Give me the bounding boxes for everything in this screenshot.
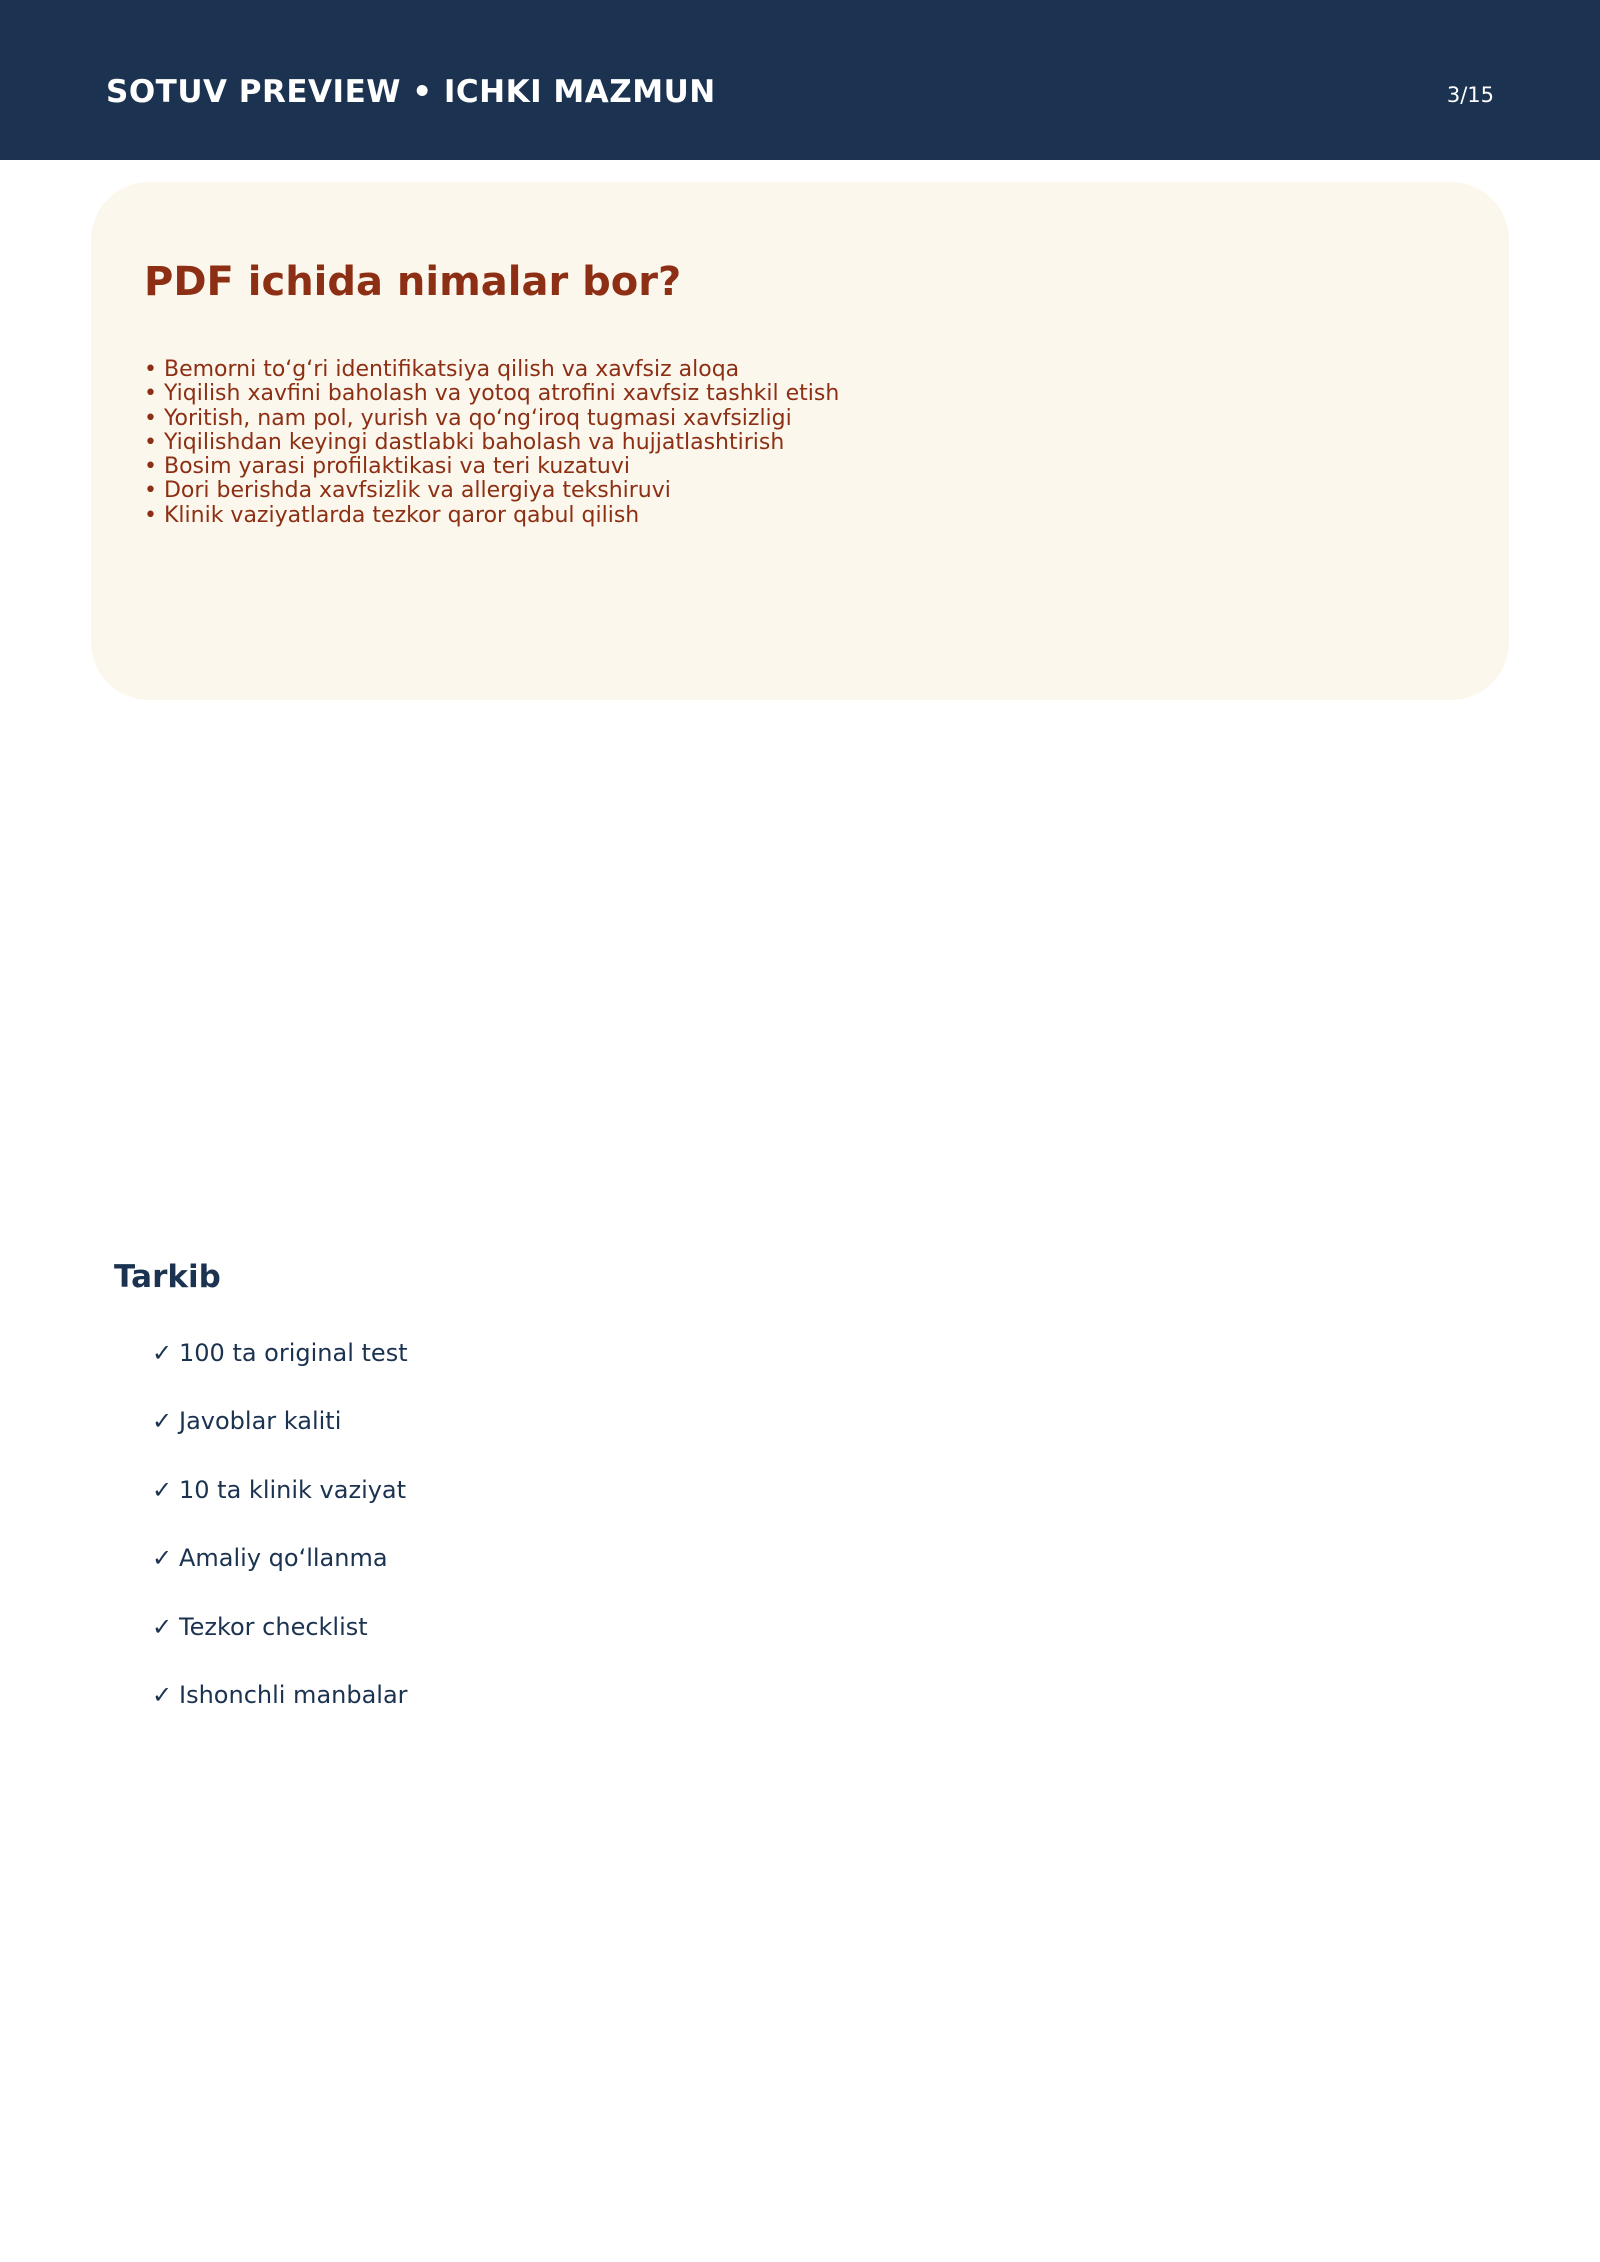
contents-item-label: Tezkor checklist [179,1612,368,1641]
contents-item-label: Amaliy qo‘llanma [179,1544,388,1573]
contents-item-label: 100 ta original test [179,1339,408,1367]
page-header [0,0,1600,160]
card-topic-item: • Bosim yarasi profilaktikasi va teri kuzatuvi [144,455,839,479]
contents-list-item [152,1678,408,1712]
check-icon: ✓ [152,1475,173,1504]
contents-preview-card [91,182,1509,700]
contents-section-title: Tarkib [114,1259,221,1295]
contents-list-item [152,1473,408,1507]
contents-item-label: Javoblar kaliti [179,1407,342,1436]
check-icon: ✓ [152,1612,173,1641]
contents-item-label: 10 ta klinik vaziyat [179,1475,407,1504]
card-topic-item: • Klinik vaziyatlarda tezkor qaror qabul qilish [144,504,839,528]
check-icon: ✓ [152,1544,173,1573]
card-topic-item: • Bemorni to‘g‘ri identifikatsiya qilish va xavfsiz aloqa [144,358,839,382]
contents-list-item [152,1541,408,1575]
card-topic-list [144,358,839,528]
contents-item-label: Ishonchli manbalar [179,1680,408,1709]
header-title: SOTUV PREVIEW • ICHKI MAZMUN [106,74,716,110]
contents-list-item [152,1610,408,1644]
check-icon: ✓ [152,1339,173,1367]
card-topic-item: • Yoritish, nam pol, yurish va qo‘ng‘iroq tugmasi xavfsizligi [144,407,839,431]
check-icon: ✓ [152,1407,173,1436]
page-number: 3/15 [1446,83,1494,107]
card-title: PDF ichida nimalar bor? [144,259,682,305]
card-topic-item: • Yiqilishdan keyingi dastlabki baholash va hujjatlashtirish [144,431,839,455]
card-topic-item: • Yiqilish xavfini baholash va yotoq atrofini xavfsiz tashkil etish [144,382,839,406]
card-topic-item: • Dori berishda xavfsizlik va allergiya tekshiruvi [144,479,839,503]
contents-list-item [152,1336,408,1370]
contents-checklist [152,1336,408,1746]
check-icon: ✓ [152,1680,173,1709]
contents-list-item [152,1404,408,1438]
